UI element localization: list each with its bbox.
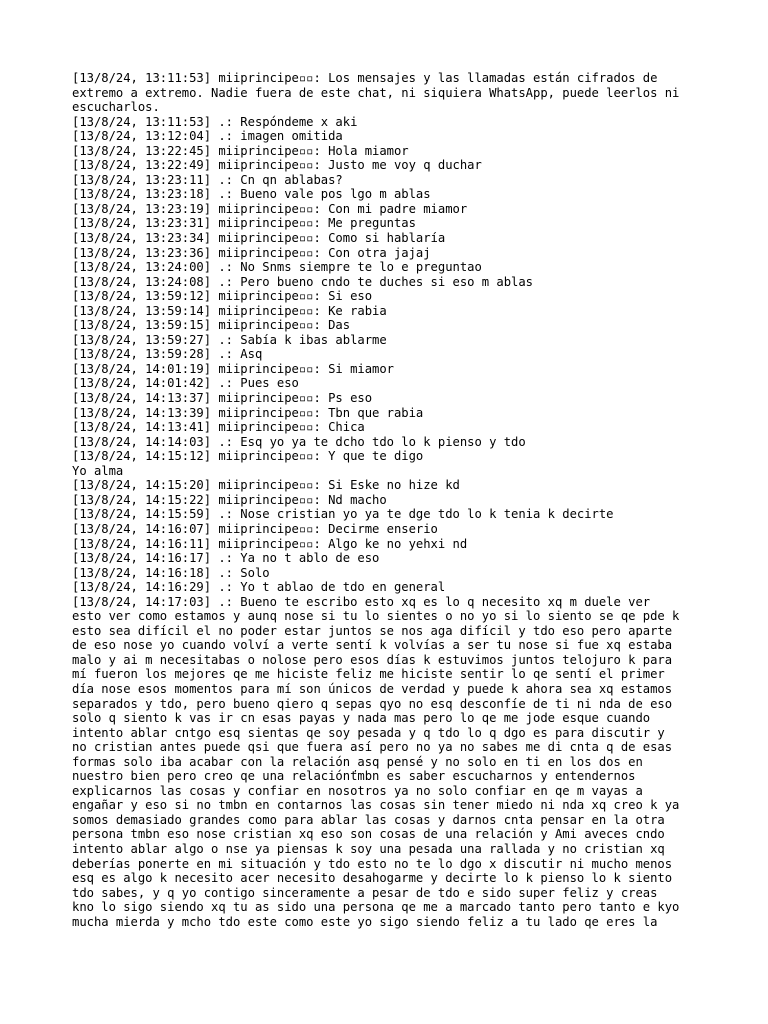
transcript-line: [13/8/24, 13:59:12] miiprincipe▫▫: Si eso <box>72 289 373 304</box>
transcript-line: mí fueron los mejores qe me hiciste feliz me hiciste sentir lo qe sentí el primer <box>72 667 665 682</box>
transcript-line: formas solo iba acabar con la relación asq pensé y no solo en ti en los dos en <box>72 754 643 769</box>
transcript-line: [13/8/24, 13:22:45] miiprincipe▫▫: Hola miamor <box>72 143 409 158</box>
transcript-line: persona tmbn eso nose cristian xq eso son cosas de una relación y Ami aveces cndo <box>72 827 665 842</box>
transcript-line: [13/8/24, 14:01:19] miiprincipe▫▫: Si miamor <box>72 361 394 376</box>
transcript-line: [13/8/24, 13:22:49] miiprincipe▫▫: Justo me voy q duchar <box>72 158 482 173</box>
transcript-line: [13/8/24, 13:23:34] miiprincipe▫▫: Como si hablaría <box>72 231 446 246</box>
transcript-line: [13/8/24, 14:15:20] miiprincipe▫▫: Si Eske no hize kd <box>72 478 460 493</box>
transcript-line: engañar y eso si no tmbn en contarnos las cosas sin tener miedo ni nda xq creo k ya <box>72 798 680 813</box>
transcript-line: intento ablar cntgo esq sientas qe soy pesada y q tdo lo q dgo es para discutir y <box>72 725 665 740</box>
transcript-line: esto ver como estamos y aunq nose si tu lo sientes o no yo si lo siento se qe pde k <box>72 609 680 624</box>
transcript-line: [13/8/24, 14:16:11] miiprincipe▫▫: Algo ke no yehxi nd <box>72 536 468 551</box>
transcript-line: extremo a extremo. Nadie fuera de este chat, ni siquiera WhatsApp, puede leerlos ni <box>72 85 680 100</box>
transcript-line: [13/8/24, 13:11:53] miiprincipe▫▫: Los mensajes y las llamadas están cifrados de <box>72 71 658 85</box>
transcript-line: intento ablar algo o nse ya piensas k soy una pesada una rallada y no cristian xq <box>72 841 665 856</box>
transcript-line: [13/8/24, 14:01:42] .: Pues eso <box>72 376 299 391</box>
transcript-line: Yo alma <box>72 463 124 478</box>
transcript-line: malo y ai m necesitabas o nolose pero esos días k estuvimos juntos telojuro k para <box>72 652 673 667</box>
transcript-line: [13/8/24, 14:15:59] .: Nose cristian yo ya te dge tdo lo k tenia k decirte <box>72 507 614 522</box>
transcript-line: de eso nose yo cuando volví a verte sentí k volvías a ser tu nose si fue xq estaba <box>72 638 673 653</box>
chat-transcript-page <box>72 71 712 929</box>
transcript-line: nuestro bien pero creo qe una relaciónťmbn es saber escucharnos y entendernos <box>72 769 636 784</box>
transcript-line: escucharlos. <box>72 100 160 115</box>
transcript-line: [13/8/24, 14:15:22] miiprincipe▫▫: Nd macho <box>72 492 387 507</box>
transcript-line: [13/8/24, 14:13:41] miiprincipe▫▫: Chica <box>72 420 365 435</box>
transcript-line: día nose esos momentos para mí son únicos de verdad y puede k ahora sea xq estamos <box>72 681 673 696</box>
transcript-line: deberías ponerte en mi situación y tdo esto no te lo dgo x discutir ni mucho menos <box>72 856 673 871</box>
transcript-line: esq es algo k necesito acer necesito desahogarme y decirte lo k pienso lo k siento <box>72 871 673 886</box>
transcript-line: [13/8/24, 13:59:28] .: Asq <box>72 347 263 362</box>
transcript-line: [13/8/24, 14:16:29] .: Yo t ablao de tdo en general <box>72 580 446 595</box>
transcript-line: [13/8/24, 14:13:39] miiprincipe▫▫: Tbn que rabia <box>72 405 424 420</box>
transcript-line: [13/8/24, 13:23:19] miiprincipe▫▫: Con mi padre miamor <box>72 201 468 216</box>
transcript-line: [13/8/24, 13:23:36] miiprincipe▫▫: Con otra jajaj <box>72 245 431 260</box>
transcript-line: solo q siento k vas ir cn esas payas y nada mas pero lo qe me jode esque cuando <box>72 711 651 726</box>
transcript-line: [13/8/24, 14:16:18] .: Solo <box>72 565 270 580</box>
transcript-line: mucha mierda y mcho tdo este como este yo sigo siendo feliz a tu lado qe eres la <box>72 914 658 929</box>
transcript-line: separados y tdo, pero bueno qiero q sepas qyo no esq desconfíe de ti ni nda de eso <box>72 696 673 711</box>
transcript-line: [13/8/24, 14:14:03] .: Esq yo ya te dcho tdo lo k pienso y tdo <box>72 434 526 449</box>
transcript-line: [13/8/24, 13:59:27] .: Sabía k ibas ablarme <box>72 332 387 347</box>
transcript-line: [13/8/24, 14:16:07] miiprincipe▫▫: Decirme enserio <box>72 521 438 536</box>
transcript-line: [13/8/24, 13:11:53] .: Respóndeme x aki <box>72 114 358 129</box>
transcript-line: [13/8/24, 13:23:18] .: Bueno vale pos lgo m ablas <box>72 187 431 202</box>
transcript-line: [13/8/24, 14:16:17] .: Ya no t ablo de eso <box>72 551 380 566</box>
transcript-line: tdo sabes, y q yo contigo sinceramente a pesar de tdo e sido super feliz y creas <box>72 885 658 900</box>
transcript-line: esto sea difícil el no poder estar juntos se nos aga difícil y tdo eso pero aparte <box>72 623 673 638</box>
transcript-line: [13/8/24, 13:23:11] .: Cn qn ablabas? <box>72 172 343 187</box>
transcript-line: [13/8/24, 13:59:14] miiprincipe▫▫: Ke rabia <box>72 303 387 318</box>
transcript-line: [13/8/24, 14:17:03] .: Bueno te escribo esto xq es lo q necesito xq m duele ver <box>72 594 651 609</box>
transcript-line: [13/8/24, 14:15:12] miiprincipe▫▫: Y que te digo <box>72 449 424 464</box>
transcript-line: somos demasiado grandes como para ablar las cosas y darnos cnta pensar en la otra <box>72 812 665 827</box>
transcript-line: [13/8/24, 13:23:31] miiprincipe▫▫: Me preguntas <box>72 216 416 231</box>
transcript-line: [13/8/24, 13:12:04] .: imagen omitida <box>72 129 343 144</box>
transcript-line: kno lo sigo siendo xq tu as sido una persona qe me a marcado tanto pero tanto e kyo <box>72 900 680 915</box>
transcript-line: no cristian antes puede qsi que fuera así pero no ya no sabes me di cnta q de esas <box>72 740 673 755</box>
transcript-line: explicarnos las cosas y confiar en nosotros ya no solo confiar en qe m vayas a <box>72 783 643 798</box>
transcript-line: [13/8/24, 14:13:37] miiprincipe▫▫: Ps eso <box>72 391 373 406</box>
transcript-line: [13/8/24, 13:24:08] .: Pero bueno cndo te duches si eso m ablas <box>72 274 534 289</box>
transcript-line: [13/8/24, 13:24:00] .: No Snms siempre te lo e preguntao <box>72 260 482 275</box>
transcript-line: [13/8/24, 13:59:15] miiprincipe▫▫: Das <box>72 318 351 333</box>
